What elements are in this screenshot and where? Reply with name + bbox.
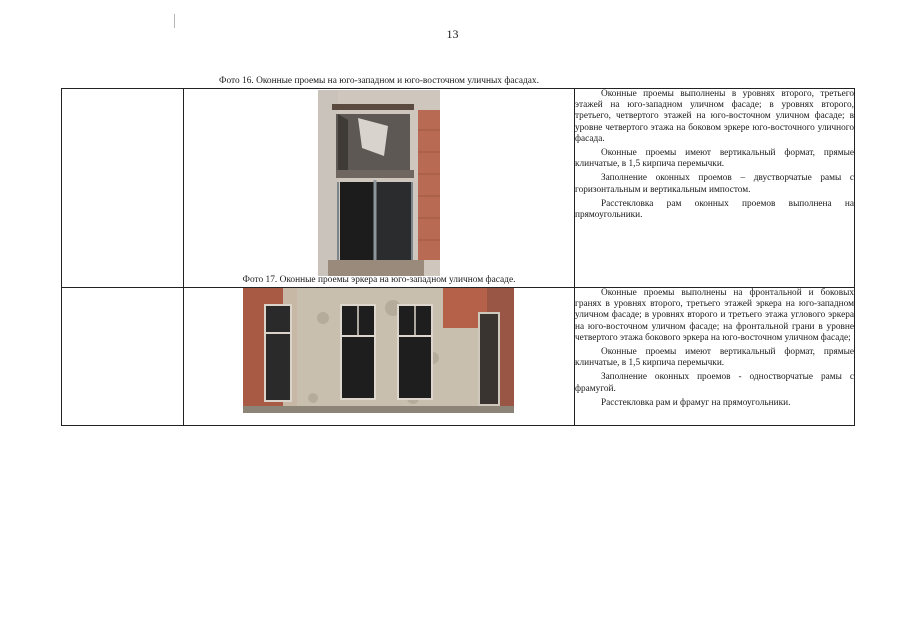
photo-caption: Фото 17. Оконные проемы эркера на юго-западном уличном фасаде. — [242, 275, 516, 285]
table-row — [62, 89, 855, 288]
photo-16-window-image — [318, 90, 440, 276]
photo-17-window-image — [243, 288, 514, 413]
empty-cell — [62, 89, 184, 288]
description-paragraph: Оконные проемы выполнены на фронтальной и боковых гранях в уровнях второго, третьего этажей эркера на юго-западном уличном фасаде; в уровнях второго и третьего этажа углового эркера на юго-восточном уличном фасаде; на фронтальной грани в уровне четвертого этажа бокового эркера на юго-восточном уличном фасаде; — [575, 288, 854, 343]
empty-cell — [62, 288, 184, 426]
description-paragraph: Оконные проемы имеют вертикальный формат, прямые клинчатые, в 1,5 кирпича перемычки. — [575, 347, 854, 369]
description-paragraph: Оконные проемы выполнены в уровнях второго, третьего этажей на юго-западном уличном фасаде; в уровнях второго, третьего, четвертого этажей на юго-восточном уличном фасаде; в уровне четвертого этажа на боковом эркере юго-восточного уличного фасада. — [575, 89, 854, 144]
description-paragraph: Заполнение оконных проемов – двустворчатые рамы с горизонтальным и вертикальным импостом. — [575, 173, 854, 195]
description-paragraph: Расстекловка рам оконных проемов выполнена на прямоугольники. — [575, 198, 854, 221]
scan-mark — [174, 14, 175, 28]
photo-caption: Фото 16. Оконные проемы на юго-западном и юго-восточном уличных фасадах. — [219, 76, 539, 86]
description-paragraph: Заполнение оконных проемов - одностворчатые рамы с фрамугой. — [575, 372, 854, 394]
description-paragraph: Оконные проемы имеют вертикальный формат, прямые клинчатые, в 1,5 кирпича перемычки. — [575, 148, 854, 170]
photo-cell — [184, 275, 575, 426]
description-cell — [575, 89, 855, 288]
table-row — [62, 288, 855, 426]
photo-cell — [184, 76, 575, 288]
description-cell — [575, 288, 855, 426]
page-number: 13 — [446, 27, 459, 41]
description-paragraph: Расстекловка рам и фрамуг на прямоугольники. — [601, 397, 791, 408]
photo-description-table — [61, 76, 855, 426]
